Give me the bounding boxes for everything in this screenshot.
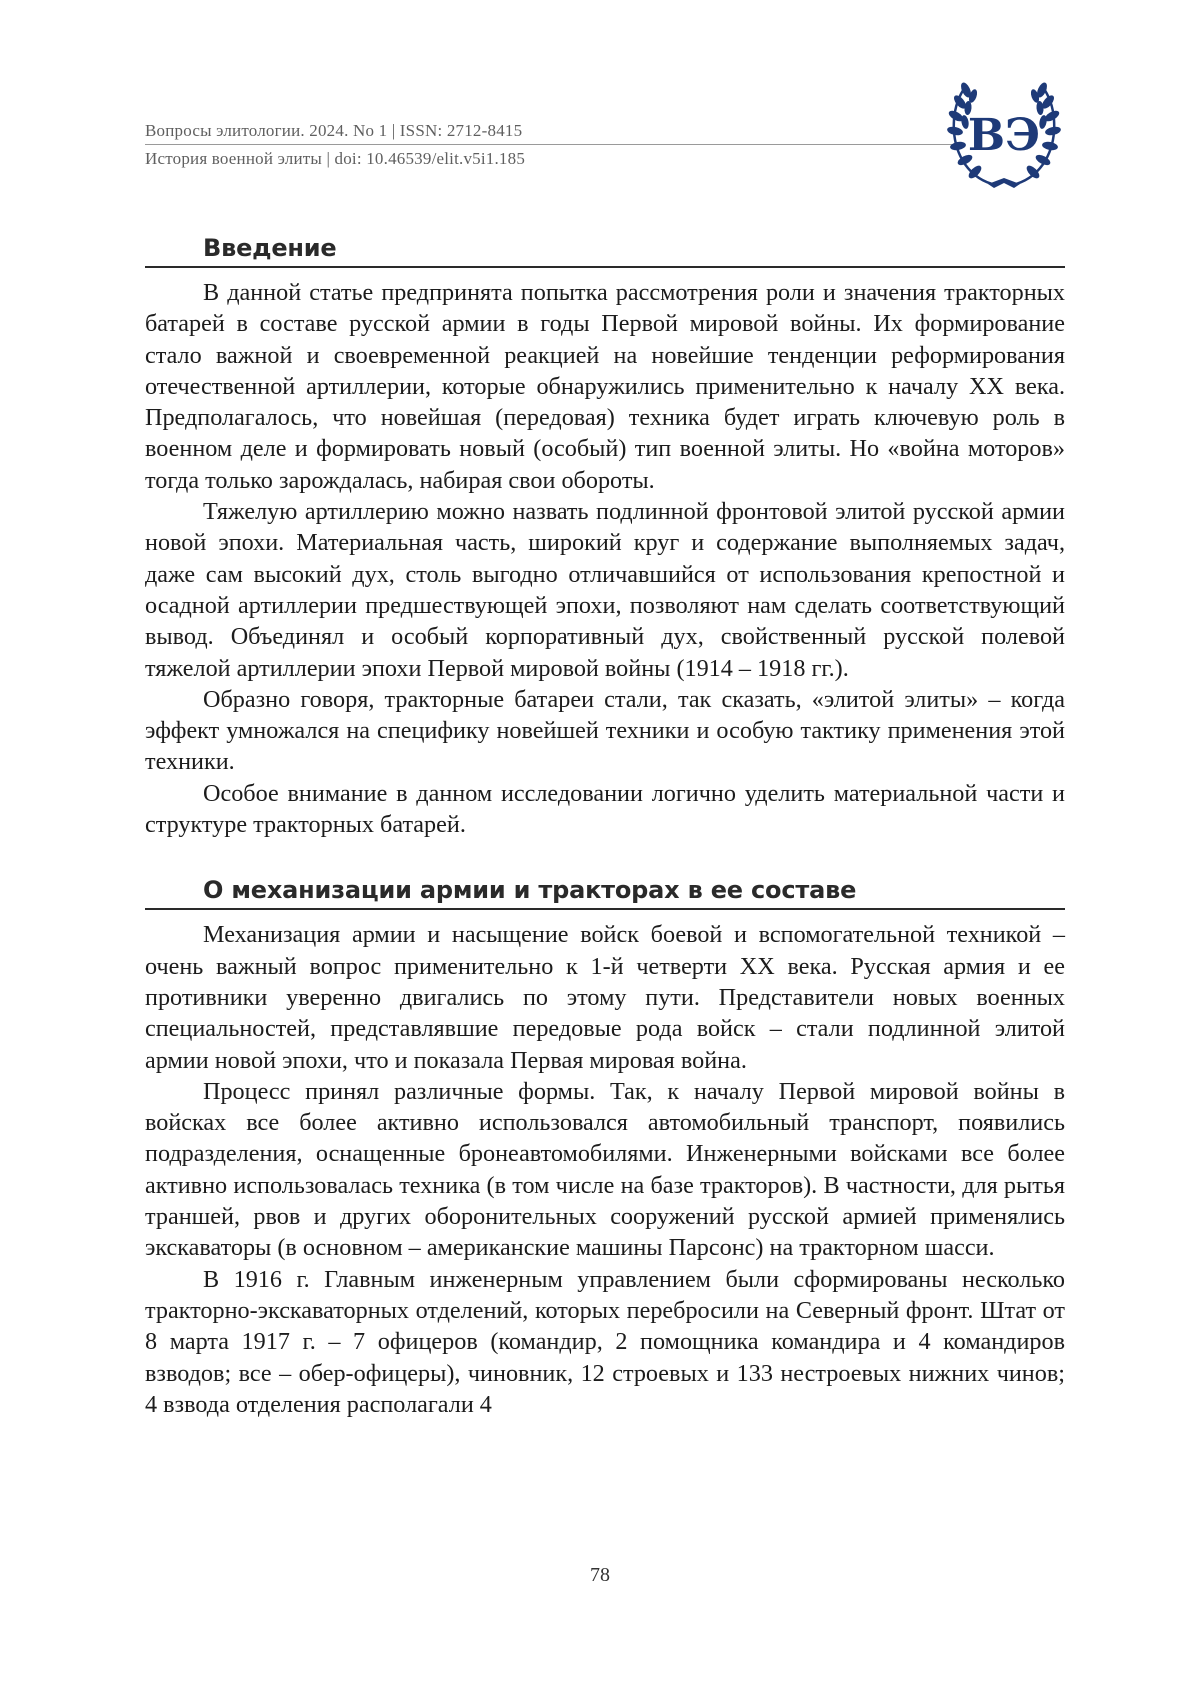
section-mechanization [145,874,1065,1420]
section-heading: Введение [145,232,1065,268]
paragraph: В данной статье предпринята попытка рассмотрения роли и значения тракторных батарей в составе русской армии в годы Первой мировой войны. Их формирование стало важной и своевременной реакцией на новейшие тенденции реформирования отечественной артиллерии, которые обнаружились применительно к началу XX века. Предполагалось, что новейшая (передовая) техника будет играть ключевую роль в военном деле и формировать новый (особый) тип военной элиты. Но «война моторов» тогда только зарождалась, набирая свои обороты. [145,279,1065,494]
journal-info-line: Вопросы элитологии. 2024. No 1 | ISSN: 2712-8415 [145,121,523,140]
section-heading: О механизации армии и тракторах в ее составе [145,874,1065,910]
section-info-line: История военной элиты | doi: 10.46539/elit.v5i1.185 [145,149,526,168]
running-header [145,118,955,171]
paragraph: Тяжелую артиллерию можно назвать подлинной фронтовой элитой русской армии новой эпохи. Материальная часть, широкий круг и содержание выполняемых задач, даже сам высокий дух, столь выгодно отличавшийся от использования крепостной и осадной артиллерии предшествующей эпохи, позволяют нам сделать соответствующий вывод. Объединял и особый корпоративный дух, свойственный русской полевой тяжелой артиллерии эпохи Первой мировой войны (1914 – 1918 гг.). [145,498,1065,682]
paragraph: Процесс принял различные формы. Так, к началу Первой мировой войны в войсках все более активно использовался автомобильный транспорт, появились подразделения, оснащенные бронеавтомобилями. Инженерными войсками все более активно использовалась техника (в том числе на базе тракторов). В частности, для рытья траншей, рвов и других оборонительных сооружений русской армией применялись экскаваторы (в основном – американские машины Парсонс) на тракторном шасси. [145,1077,1065,1262]
page-number: 78 [590,1564,610,1586]
paragraph: Образно говоря, тракторные батареи стали, так сказать, «элитой элиты» – когда эффект умножался на специфику новейшей техники и особую тактику применения этой техники. [145,685,1065,776]
journal-logo-icon [944,80,1064,192]
paragraph: Особое внимание в данном исследовании логично уделить материальной части и структуре тракторных батарей. [145,779,1065,839]
article-body [145,232,1065,1454]
paragraph: Механизация армии и насыщение войск боевой и вспомогательной техникой – очень важный вопрос применительно к 1-й четверти XX века. Русская армия и ее противники уверенно двигались по этому пути. Представители новых военных специальностей, представлявшие передовые рода войск – стали подлинной элитой армии новой эпохи, что и показала Первая мировая война. [145,921,1065,1074]
section-introduction [145,232,1065,840]
paragraph: В 1916 г. Главным инженерным управлением были сформированы несколько тракторно-экскаваторных отделений, которых перебросили на Северный фронт. Штат от 8 марта 1917 г. – 7 офицеров (командир, 2 помощника командира и 4 командиров взводов; все – обер-офицеры), чиновник, 12 строевых и 133 нестроевых нижних чинов; 4 взвода отделения располагали 4 [145,1265,1065,1418]
logo-letters: ВЭ [967,110,1041,161]
header-rule [145,144,965,145]
